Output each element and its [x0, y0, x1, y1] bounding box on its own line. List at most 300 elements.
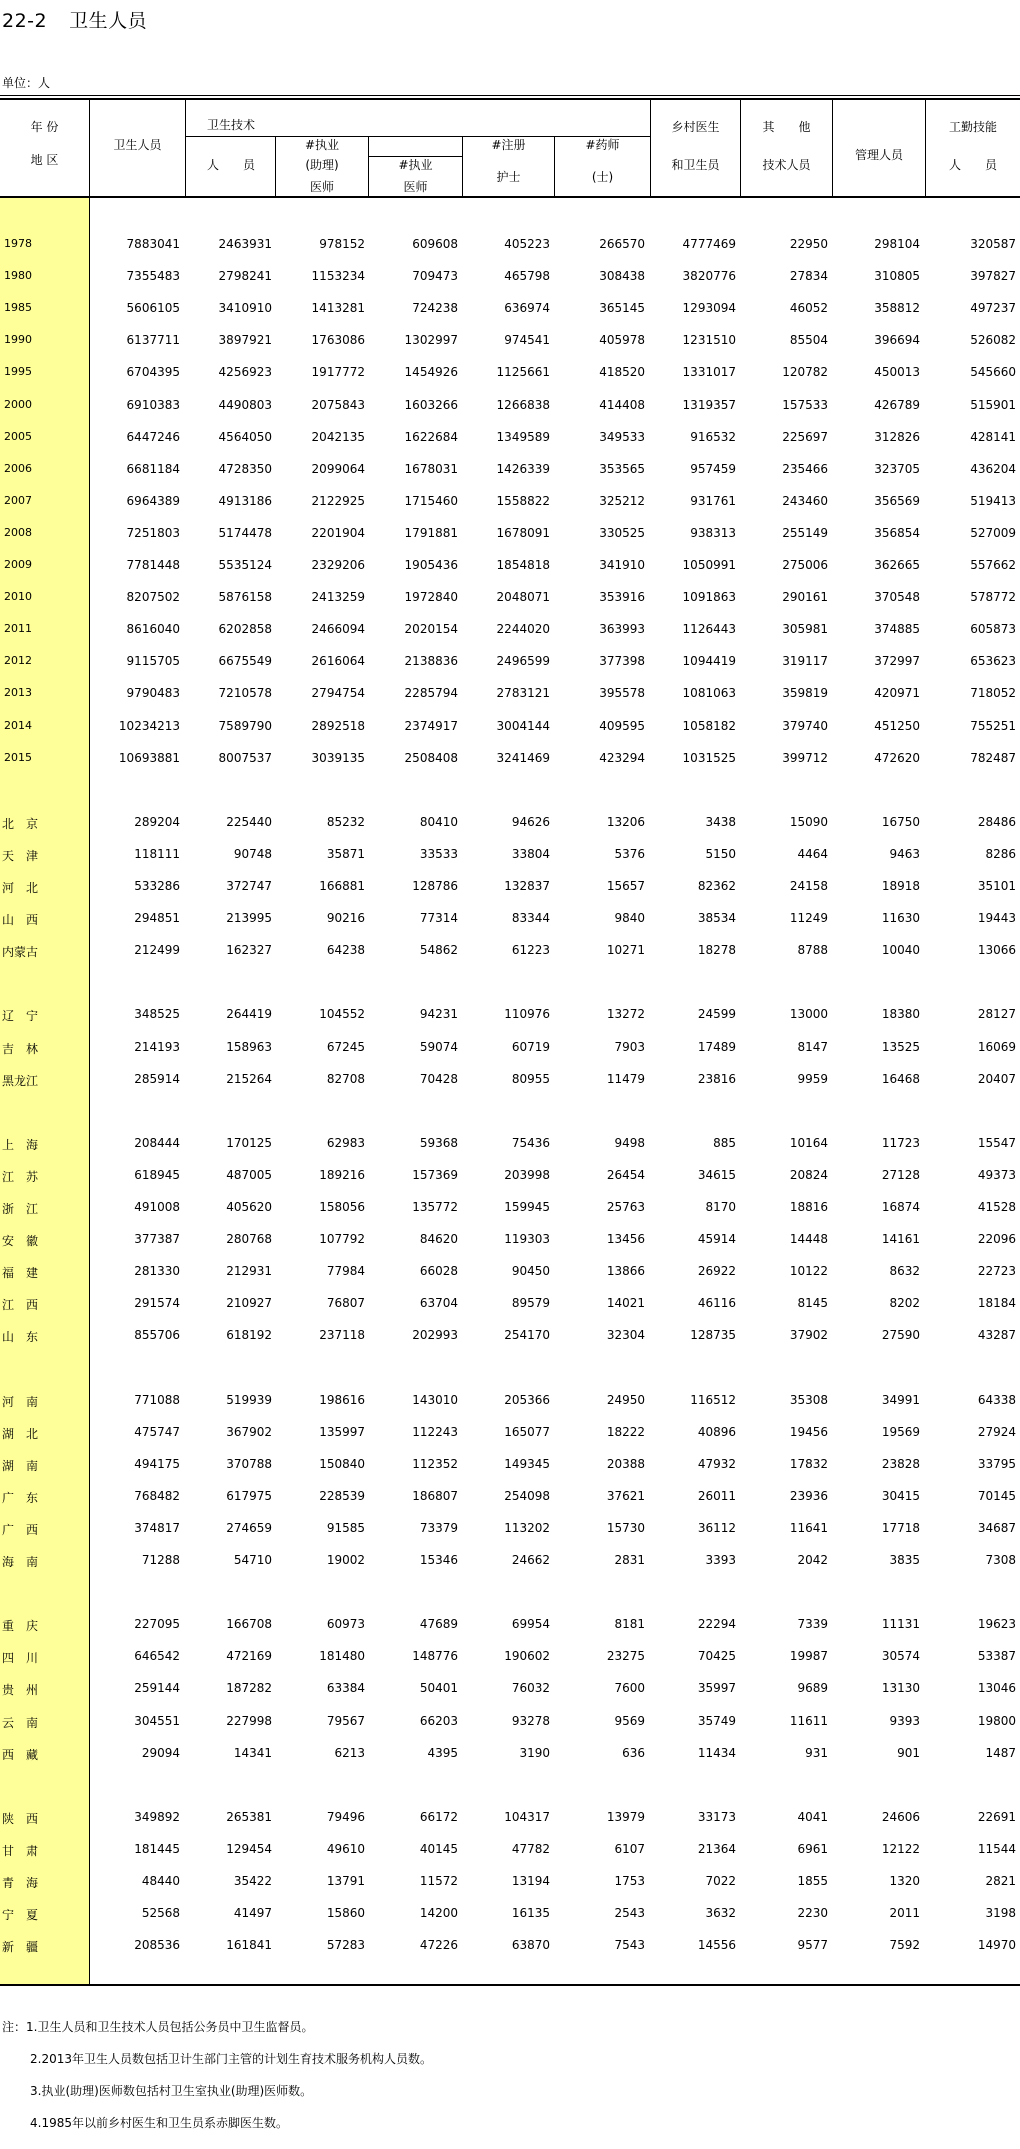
- table-cell: 11723: [881, 1136, 920, 1150]
- table-cell: 372997: [874, 654, 920, 668]
- table-cell: 9840: [614, 911, 645, 925]
- header-doctor-b: (助理): [305, 158, 339, 172]
- table-cell: 5376: [614, 847, 645, 861]
- table-cell: 212499: [134, 943, 180, 957]
- table-cell: 34687: [977, 1521, 1016, 1535]
- table-cell: 9569: [614, 1714, 645, 1728]
- header-nurse-b: 护士: [496, 170, 521, 184]
- table-cell: 2616064: [311, 654, 365, 668]
- table-cell: 18278: [697, 943, 736, 957]
- table-cell: 2821: [985, 1874, 1016, 1888]
- table-cell: 7251803: [126, 526, 180, 540]
- table-cell: 414408: [599, 398, 645, 412]
- table-cell: 25763: [606, 1200, 645, 1214]
- table-cell: 6202858: [218, 622, 272, 636]
- table-cell: 19800: [977, 1714, 1016, 1728]
- row-label: 北 京: [2, 817, 39, 831]
- table-cell: 1153234: [311, 269, 365, 283]
- table-cell: 63704: [419, 1296, 458, 1310]
- table-cell: 9393: [889, 1714, 920, 1728]
- table-cell: 237118: [319, 1328, 365, 1342]
- rule-v6: [650, 98, 651, 197]
- table-cell: 370788: [226, 1457, 272, 1471]
- table-cell: 1050991: [682, 558, 736, 572]
- table-cell: 2508408: [404, 751, 458, 765]
- table-cell: 225697: [782, 430, 828, 444]
- table-cell: 3004144: [496, 719, 550, 733]
- table-cell: 64338: [977, 1393, 1016, 1407]
- table-cell: 255149: [782, 526, 828, 540]
- row-label: 2013: [4, 686, 32, 699]
- table-cell: 18918: [881, 879, 920, 893]
- table-cell: 228539: [319, 1489, 365, 1503]
- header-pharm-b: (士): [591, 170, 614, 184]
- table-cell: 76032: [511, 1681, 550, 1695]
- row-label: 福 建: [2, 1266, 39, 1280]
- table-cell: 227998: [226, 1714, 272, 1728]
- table-cell: 617975: [226, 1489, 272, 1503]
- table-cell: 14021: [606, 1296, 645, 1310]
- row-label: 1995: [4, 365, 32, 378]
- table-cell: 14970: [977, 1938, 1016, 1952]
- table-cell: 24606: [881, 1810, 920, 1824]
- table-cell: 491008: [134, 1200, 180, 1214]
- table-cell: 1622684: [404, 430, 458, 444]
- table-cell: 8181: [614, 1617, 645, 1631]
- row-label: 1985: [4, 301, 32, 314]
- table-cell: 33173: [697, 1810, 736, 1824]
- table-cell: 9790483: [126, 686, 180, 700]
- table-cell: 170125: [226, 1136, 272, 1150]
- table-cell: 5535124: [218, 558, 272, 572]
- table-cell: 37902: [789, 1328, 828, 1342]
- table-cell: 22691: [977, 1810, 1016, 1824]
- table-cell: 143010: [412, 1393, 458, 1407]
- row-label: 2010: [4, 590, 32, 603]
- row-label: 黑龙江: [2, 1074, 39, 1088]
- table-cell: 54862: [419, 943, 458, 957]
- table-cell: 289204: [134, 815, 180, 829]
- table-cell: 79567: [326, 1714, 365, 1728]
- table-cell: 6675549: [218, 654, 272, 668]
- table-cell: 418520: [599, 365, 645, 379]
- table-cell: 21364: [697, 1842, 736, 1856]
- table-cell: 28486: [977, 815, 1016, 829]
- header-pharm-a: #药师: [585, 138, 620, 152]
- table-cell: 1058182: [682, 719, 736, 733]
- table-cell: 70425: [697, 1649, 736, 1663]
- header-licensed-a: #执业: [398, 158, 433, 172]
- table-cell: 225440: [226, 815, 272, 829]
- table-cell: 2783121: [496, 686, 550, 700]
- table-cell: 27924: [977, 1425, 1016, 1439]
- table-cell: 15657: [606, 879, 645, 893]
- table-cell: 82708: [326, 1072, 365, 1086]
- table-cell: 22950: [789, 237, 828, 251]
- header-nurse-a: #注册: [491, 138, 526, 152]
- table-cell: 1753: [614, 1874, 645, 1888]
- table-cell: 1126443: [682, 622, 736, 636]
- table-cell: 18816: [789, 1200, 828, 1214]
- note-1: 注：1.卫生人员和卫生技术人员包括公务员中卫生监督员。: [2, 2020, 314, 2034]
- table-cell: 2230: [797, 1906, 828, 1920]
- table-cell: 450013: [874, 365, 920, 379]
- table-cell: 374817: [134, 1521, 180, 1535]
- table-cell: 10122: [789, 1264, 828, 1278]
- table-cell: 2201904: [311, 526, 365, 540]
- table-cell: 409595: [599, 719, 645, 733]
- header-doctor-c: 医师: [309, 180, 334, 194]
- header-other-b: 技术人员: [762, 158, 811, 172]
- table-cell: 166881: [319, 879, 365, 893]
- header-admin: 管理人员: [854, 148, 903, 162]
- table-cell: 18184: [977, 1296, 1016, 1310]
- table-cell: 22294: [697, 1617, 736, 1631]
- table-cell: 49373: [977, 1168, 1016, 1182]
- table-cell: 8145: [797, 1296, 828, 1310]
- table-cell: 4490803: [218, 398, 272, 412]
- table-cell: 4256923: [218, 365, 272, 379]
- table-cell: 26922: [697, 1264, 736, 1278]
- table-cell: 13866: [606, 1264, 645, 1278]
- table-cell: 202993: [412, 1328, 458, 1342]
- table-cell: 13456: [606, 1232, 645, 1246]
- row-label: 上 海: [2, 1138, 39, 1152]
- table-cell: 8286: [985, 847, 1016, 861]
- table-cell: 1791881: [404, 526, 458, 540]
- table-cell: 14556: [697, 1938, 736, 1952]
- table-cell: 7543: [614, 1938, 645, 1952]
- table-cell: 426789: [874, 398, 920, 412]
- table-cell: 8207502: [126, 590, 180, 604]
- table-cell: 208444: [134, 1136, 180, 1150]
- table-cell: 423294: [599, 751, 645, 765]
- table-cell: 275006: [782, 558, 828, 572]
- header-worker-b: 人 员: [948, 158, 997, 172]
- row-label: 新 疆: [2, 1940, 39, 1954]
- table-cell: 280768: [226, 1232, 272, 1246]
- table-cell: 1487: [985, 1746, 1016, 1760]
- table-cell: 7903: [614, 1040, 645, 1054]
- table-cell: 605873: [970, 622, 1016, 636]
- table-cell: 60973: [326, 1617, 365, 1631]
- table-cell: 1081063: [682, 686, 736, 700]
- header-village-b: 和卫生员: [671, 158, 720, 172]
- table-cell: 110976: [504, 1007, 550, 1021]
- note-3: 3.执业(助理)医师数包括村卫生室执业(助理)医师数。: [30, 2084, 313, 2098]
- table-cell: 3190: [519, 1746, 550, 1760]
- table-cell: 377387: [134, 1232, 180, 1246]
- table-cell: 9498: [614, 1136, 645, 1150]
- table-cell: 24158: [789, 879, 828, 893]
- table-cell: 363993: [599, 622, 645, 636]
- table-cell: 46052: [789, 301, 828, 315]
- table-cell: 19456: [789, 1425, 828, 1439]
- table-cell: 978152: [319, 237, 365, 251]
- table-cell: 118111: [134, 847, 180, 861]
- table-cell: 24599: [697, 1007, 736, 1021]
- table-cell: 13525: [881, 1040, 920, 1054]
- table-cell: 2075843: [311, 398, 365, 412]
- table-cell: 9577: [797, 1938, 828, 1952]
- table-cell: 1715460: [404, 494, 458, 508]
- table-cell: 66203: [419, 1714, 458, 1728]
- table-cell: 20388: [606, 1457, 645, 1471]
- table-cell: 557662: [970, 558, 1016, 572]
- header-other-a: 其 他: [762, 120, 811, 134]
- table-cell: 2466094: [311, 622, 365, 636]
- table-cell: 1917772: [311, 365, 365, 379]
- table-cell: 5876158: [218, 590, 272, 604]
- table-cell: 527009: [970, 526, 1016, 540]
- table-cell: 1319357: [682, 398, 736, 412]
- row-label: 2011: [4, 622, 32, 635]
- table-cell: 487005: [226, 1168, 272, 1182]
- table-cell: 2892518: [311, 719, 365, 733]
- table-cell: 3897921: [218, 333, 272, 347]
- table-cell: 215264: [226, 1072, 272, 1086]
- table-cell: 405978: [599, 333, 645, 347]
- table-cell: 47782: [511, 1842, 550, 1856]
- table-cell: 63384: [326, 1681, 365, 1695]
- table-cell: 70428: [419, 1072, 458, 1086]
- row-label: 江 苏: [2, 1170, 39, 1184]
- rule-bottom: [0, 1984, 1020, 1986]
- table-cell: 52568: [141, 1906, 180, 1920]
- table-cell: 11630: [881, 911, 920, 925]
- table-cell: 33533: [419, 847, 458, 861]
- row-label: 2009: [4, 558, 32, 571]
- table-cell: 212931: [226, 1264, 272, 1278]
- table-cell: 709473: [412, 269, 458, 283]
- table-cell: 79496: [326, 1810, 365, 1824]
- table-cell: 35422: [233, 1874, 272, 1888]
- table-cell: 26454: [606, 1168, 645, 1182]
- table-cell: 4913186: [218, 494, 272, 508]
- rule-header-bottom: [0, 196, 1020, 198]
- table-cell: 150840: [319, 1457, 365, 1471]
- table-cell: 14200: [419, 1906, 458, 1920]
- table-cell: 11131: [881, 1617, 920, 1631]
- table-cell: 931761: [690, 494, 736, 508]
- rule-doctor-sub: [368, 156, 462, 157]
- row-label: 1978: [4, 237, 32, 250]
- table-cell: 1678031: [404, 462, 458, 476]
- table-cell: 4041: [797, 1810, 828, 1824]
- table-cell: 264419: [226, 1007, 272, 1021]
- table-cell: 16874: [881, 1200, 920, 1214]
- table-cell: 1266838: [496, 398, 550, 412]
- table-cell: 24950: [606, 1393, 645, 1407]
- table-cell: 938313: [690, 526, 736, 540]
- note-2: 2.2013年卫生人员数包括卫计生部门主管的计划生育技术服务机构人员数。: [30, 2052, 432, 2066]
- table-cell: 119303: [504, 1232, 550, 1246]
- table-cell: 3393: [705, 1553, 736, 1567]
- table-cell: 4728350: [218, 462, 272, 476]
- row-label: 2007: [4, 494, 32, 507]
- table-cell: 47226: [419, 1938, 458, 1952]
- table-cell: 304551: [134, 1714, 180, 1728]
- table-cell: 6964389: [126, 494, 180, 508]
- table-cell: 353565: [599, 462, 645, 476]
- table-cell: 208536: [134, 1938, 180, 1952]
- table-cell: 6107: [614, 1842, 645, 1856]
- table-cell: 472169: [226, 1649, 272, 1663]
- table-cell: 57283: [326, 1938, 365, 1952]
- table-cell: 13194: [511, 1874, 550, 1888]
- table-cell: 2794754: [311, 686, 365, 700]
- table-cell: 1031525: [682, 751, 736, 765]
- table-cell: 2543: [614, 1906, 645, 1920]
- table-cell: 330525: [599, 526, 645, 540]
- table-cell: 11611: [789, 1714, 828, 1728]
- header-tech-top: 卫生技术: [206, 118, 255, 132]
- table-cell: 8170: [705, 1200, 736, 1214]
- row-label: 浙 江: [2, 1202, 39, 1216]
- table-cell: 22723: [977, 1264, 1016, 1278]
- row-label: 2012: [4, 654, 32, 667]
- table-cell: 66172: [419, 1810, 458, 1824]
- table-cell: 7600: [614, 1681, 645, 1695]
- table-cell: 190602: [504, 1649, 550, 1663]
- table-cell: 166708: [226, 1617, 272, 1631]
- table-cell: 2011: [889, 1906, 920, 1920]
- table-cell: 901: [897, 1746, 920, 1760]
- table-cell: 646542: [134, 1649, 180, 1663]
- row-label: 江 西: [2, 1298, 39, 1312]
- table-cell: 6961: [797, 1842, 828, 1856]
- table-cell: 70145: [977, 1489, 1016, 1503]
- table-cell: 274659: [226, 1521, 272, 1535]
- table-cell: 210927: [226, 1296, 272, 1310]
- table-cell: 77314: [419, 911, 458, 925]
- table-cell: 5150: [705, 847, 736, 861]
- table-cell: 7355483: [126, 269, 180, 283]
- table-cell: 243460: [782, 494, 828, 508]
- table-cell: 13046: [977, 1681, 1016, 1695]
- table-cell: 379740: [782, 719, 828, 733]
- table-cell: 213995: [226, 911, 272, 925]
- table-cell: 37621: [606, 1489, 645, 1503]
- row-label: 2014: [4, 719, 32, 732]
- header-health-personnel: 卫生人员: [113, 138, 162, 152]
- table-cell: 80955: [511, 1072, 550, 1086]
- table-cell: 428141: [970, 430, 1016, 444]
- table-cell: 27834: [789, 269, 828, 283]
- table-cell: 405620: [226, 1200, 272, 1214]
- table-cell: 1094419: [682, 654, 736, 668]
- row-label: 内蒙古: [2, 945, 39, 959]
- table-cell: 113202: [504, 1521, 550, 1535]
- table-cell: 33804: [511, 847, 550, 861]
- table-cell: 73379: [419, 1521, 458, 1535]
- table-cell: 10234213: [118, 719, 180, 733]
- table-cell: 77984: [326, 1264, 365, 1278]
- table-cell: 19569: [881, 1425, 920, 1439]
- table-cell: 53387: [977, 1649, 1016, 1663]
- row-label: 湖 南: [2, 1459, 39, 1473]
- table-cell: 1302997: [404, 333, 458, 347]
- table-cell: 104317: [504, 1810, 550, 1824]
- table-cell: 181445: [134, 1842, 180, 1856]
- table-cell: 1905436: [404, 558, 458, 572]
- table-cell: 266570: [599, 237, 645, 251]
- table-cell: 451250: [874, 719, 920, 733]
- table-cell: 48440: [141, 1874, 180, 1888]
- table-cell: 3039135: [311, 751, 365, 765]
- table-cell: 2042135: [311, 430, 365, 444]
- table-cell: 19443: [977, 911, 1016, 925]
- table-cell: 19002: [326, 1553, 365, 1567]
- table-cell: 6681184: [126, 462, 180, 476]
- table-cell: 855706: [134, 1328, 180, 1342]
- table-cell: 10040: [881, 943, 920, 957]
- table-cell: 372747: [226, 879, 272, 893]
- row-label: 广 东: [2, 1491, 39, 1505]
- table-cell: 724238: [412, 301, 458, 315]
- table-cell: 7339: [797, 1617, 828, 1631]
- table-cell: 358812: [874, 301, 920, 315]
- table-cell: 281330: [134, 1264, 180, 1278]
- table-cell: 49610: [326, 1842, 365, 1856]
- table-cell: 1603266: [404, 398, 458, 412]
- row-label: 2005: [4, 430, 32, 443]
- table-cell: 148776: [412, 1649, 458, 1663]
- table-cell: 298104: [874, 237, 920, 251]
- table-cell: 17489: [697, 1040, 736, 1054]
- table-cell: 1854818: [496, 558, 550, 572]
- table-cell: 36112: [697, 1521, 736, 1535]
- row-label: 西 藏: [2, 1748, 39, 1762]
- rule-v7: [740, 98, 741, 197]
- table-cell: 359819: [782, 686, 828, 700]
- table-cell: 519939: [226, 1393, 272, 1407]
- table-cell: 15860: [326, 1906, 365, 1920]
- header-doctor-a: #执业: [304, 138, 340, 152]
- table-cell: 16750: [881, 815, 920, 829]
- table-cell: 16468: [881, 1072, 920, 1086]
- table-code: 22-2: [2, 10, 48, 32]
- table-cell: 40145: [419, 1842, 458, 1856]
- table-cell: 18222: [606, 1425, 645, 1439]
- table-cell: 82362: [697, 879, 736, 893]
- table-cell: 533286: [134, 879, 180, 893]
- table-cell: 62983: [326, 1136, 365, 1150]
- table-cell: 356854: [874, 526, 920, 540]
- row-label: 四 川: [2, 1651, 39, 1665]
- row-label: 宁 夏: [2, 1908, 39, 1922]
- table-cell: 325212: [599, 494, 645, 508]
- table-cell: 308438: [599, 269, 645, 283]
- table-cell: 22096: [977, 1232, 1016, 1246]
- table-cell: 370548: [874, 590, 920, 604]
- table-cell: 10271: [606, 943, 645, 957]
- rule-v9: [925, 98, 926, 197]
- table-cell: 1293094: [682, 301, 736, 315]
- table-cell: 319117: [782, 654, 828, 668]
- table-cell: 395578: [599, 686, 645, 700]
- table-cell: 12122: [881, 1842, 920, 1856]
- table-cell: 203998: [504, 1168, 550, 1182]
- table-cell: 15730: [606, 1521, 645, 1535]
- table-cell: 13130: [881, 1681, 920, 1695]
- table-cell: 14161: [881, 1232, 920, 1246]
- table-cell: 132837: [504, 879, 550, 893]
- table-cell: 718052: [970, 686, 1016, 700]
- table-cell: 7592: [889, 1938, 920, 1952]
- table-cell: 6213: [334, 1746, 365, 1760]
- table-cell: 32304: [606, 1328, 645, 1342]
